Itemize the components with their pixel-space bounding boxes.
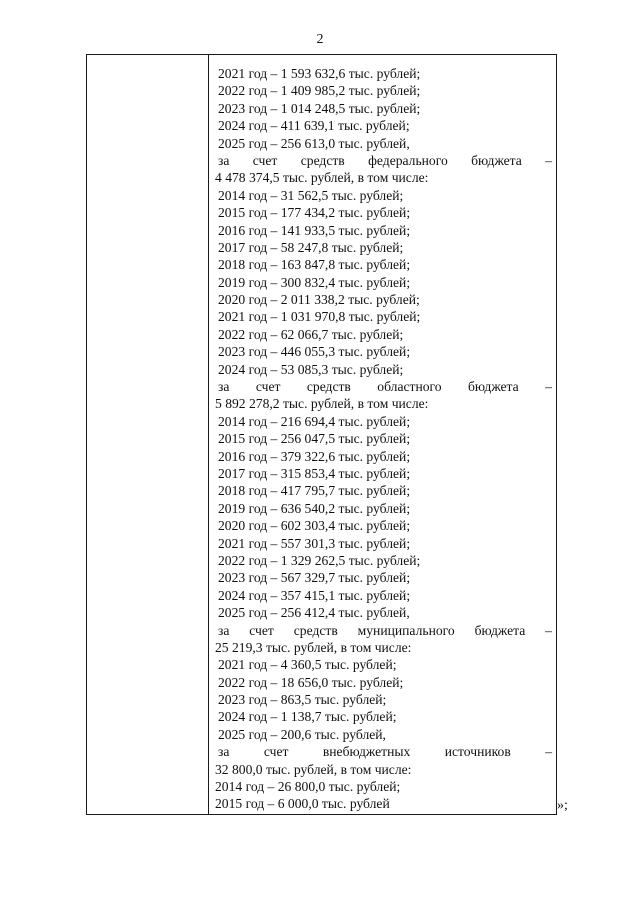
word: счет xyxy=(252,152,278,168)
word: источников xyxy=(444,744,511,760)
word: средств xyxy=(300,152,345,168)
closing-quote: »; xyxy=(557,798,568,813)
text-line: 2023 год – 1 014 248,5 тыс. рублей; xyxy=(218,100,421,116)
text-line: 2022 год – 62 066,7 тыс. рублей; xyxy=(218,326,404,342)
word: – xyxy=(545,152,552,168)
text-line: 2024 год – 1 138,7 тыс. рублей; xyxy=(218,709,397,725)
text-line xyxy=(215,378,552,395)
text-line: 2021 год – 1 031 970,8 тыс. рублей; xyxy=(218,309,421,325)
text-line: 2024 год – 53 085,3 тыс. рублей; xyxy=(218,361,404,377)
text-line: 2018 год – 417 795,7 тыс. рублей; xyxy=(218,483,411,499)
word: за xyxy=(218,744,230,760)
text-line: 2021 год – 557 301,3 тыс. рублей; xyxy=(218,535,411,551)
text-line: 2023 год – 446 055,3 тыс. рублей; xyxy=(218,344,411,360)
word: внебюджетных xyxy=(322,744,411,760)
text-line: 2016 год – 141 933,5 тыс. рублей; xyxy=(218,222,411,238)
word: за xyxy=(218,379,230,395)
text-line: 2021 год – 1 593 632,6 тыс. рублей; xyxy=(218,66,421,81)
text-line: 2015 год – 6 000,0 тыс. рублей xyxy=(215,796,390,812)
text-line: 2018 год – 163 847,8 тыс. рублей; xyxy=(218,257,411,273)
text-line: 2015 год – 256 047,5 тыс. рублей; xyxy=(218,431,411,447)
text-line: 2022 год – 1 409 985,2 тыс. рублей; xyxy=(218,83,421,99)
word: бюджета xyxy=(471,152,522,168)
word: за xyxy=(218,152,230,168)
word: средств xyxy=(293,622,338,638)
text-line: 2016 год – 379 322,6 тыс. рублей; xyxy=(218,448,411,464)
text-line: 2024 год – 411 639,1 тыс. рублей; xyxy=(218,118,410,134)
text-line: 2022 год – 1 329 262,5 тыс. рублей; xyxy=(218,552,421,568)
text-line: 2024 год – 357 415,1 тыс. рублей; xyxy=(218,587,411,603)
funding-text xyxy=(215,65,552,813)
text-line: 2019 год – 300 832,4 тыс. рублей; xyxy=(218,274,411,290)
text-line: 32 800,0 тыс. рублей, в том числе: xyxy=(215,761,412,777)
word: федерального xyxy=(368,152,448,168)
text-line: 2014 год – 31 562,5 тыс. рублей; xyxy=(218,187,404,203)
word: счет xyxy=(263,744,289,760)
word: счет xyxy=(249,622,274,638)
text-line: 2025 год – 200,6 тыс. рублей, xyxy=(218,726,386,742)
text-line: 2017 год – 315 853,4 тыс. рублей; xyxy=(218,465,411,481)
text-line: 2022 год – 18 656,0 тыс. рублей; xyxy=(218,674,404,690)
text-line: 2014 год – 26 800,0 тыс. рублей; xyxy=(215,779,401,795)
text-line xyxy=(215,152,552,169)
text-line: 5 892 278,2 тыс. рублей, в том числе: xyxy=(215,396,429,412)
text-line: 2017 год – 58 247,8 тыс. рублей; xyxy=(218,239,404,255)
word: – xyxy=(545,379,552,395)
text-line: 2023 год – 567 329,7 тыс. рублей; xyxy=(218,570,411,586)
word: муниципального xyxy=(357,622,455,638)
text-line: 25 219,3 тыс. рублей, в том числе: xyxy=(215,639,412,655)
text-line: 2021 год – 4 360,5 тыс. рублей; xyxy=(218,657,397,673)
text-line: 2014 год – 216 694,4 тыс. рублей; xyxy=(218,413,411,429)
word: счет xyxy=(255,379,281,395)
text-line: 2023 год – 863,5 тыс. рублей; xyxy=(218,692,387,708)
text-line xyxy=(215,743,552,760)
text-line: 2019 год – 636 540,2 тыс. рублей; xyxy=(218,500,411,516)
text-line: 4 478 374,5 тыс. рублей, в том числе: xyxy=(215,170,429,186)
word: за xyxy=(218,622,230,638)
text-line: 2015 год – 177 434,2 тыс. рублей; xyxy=(218,205,411,221)
word: средств xyxy=(306,379,351,395)
text-line xyxy=(215,622,552,639)
left-cell xyxy=(87,55,209,814)
text-line: 2020 год – 2 011 338,2 тыс. рублей; xyxy=(218,292,420,308)
word: – xyxy=(545,622,552,638)
word: бюджета xyxy=(468,379,519,395)
page-number: 2 xyxy=(316,32,324,47)
right-cell xyxy=(209,55,556,814)
text-line: 2020 год – 602 303,4 тыс. рублей; xyxy=(218,518,411,534)
table xyxy=(86,54,557,815)
text-line: 2025 год – 256 412,4 тыс. рублей, xyxy=(218,605,410,621)
word: областного xyxy=(377,379,442,395)
word: бюджета xyxy=(474,622,526,638)
text-line: 2025 год – 256 613,0 тыс. рублей, xyxy=(218,135,410,151)
word: – xyxy=(545,744,552,760)
